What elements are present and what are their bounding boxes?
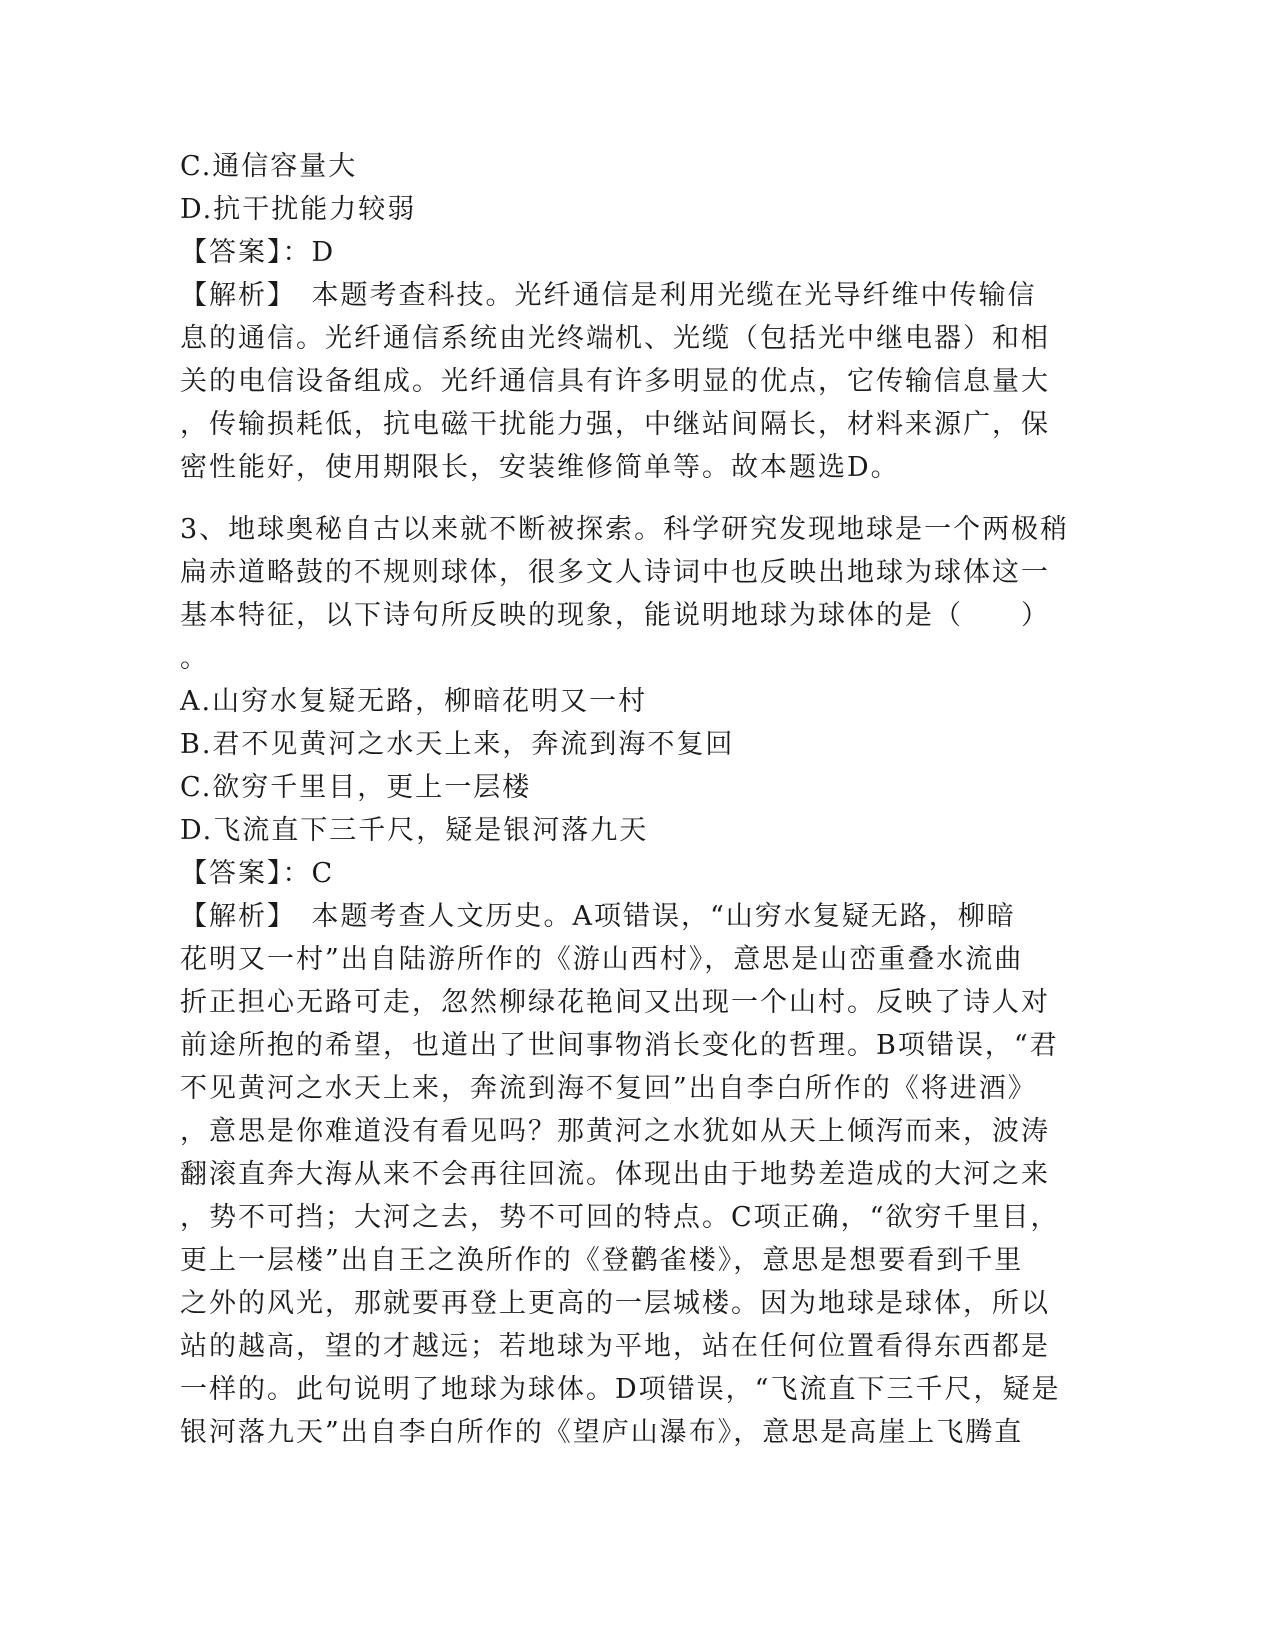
answer: 【答案】：D: [180, 237, 336, 268]
analysis-line: 银河落九天”出自李白所作的《望庐山瀑布》，意思是高崖上飞腾直: [180, 1417, 1024, 1448]
paragraph-gap: [180, 489, 1060, 508]
analysis-line: 翻滚直奔大海从来不会再往回流。体现出由于地势差造成的大河之来: [180, 1159, 1050, 1190]
option-b: B.君不见黄河之水天上来，奔流到海不复回: [180, 729, 735, 760]
question-stem-line: 基本特征，以下诗句所反映的现象，能说明地球为球体的是（ ）: [180, 600, 1050, 631]
analysis-line: 息的通信。光纤通信系统由光终端机、光缆（包括光中继电器）和相: [180, 323, 1050, 354]
analysis-line: ，势不可挡；大河之去，势不可回的特点。C项正确，“欲穷千里目，: [180, 1202, 1060, 1233]
question-stem-line: 扁赤道略鼓的不规则球体，很多文人诗词中也反映出地球为球体这一: [180, 557, 1050, 588]
question-stem-line: 。: [180, 643, 209, 674]
analysis-line: ，意思是你难道没有看见吗？那黄河之水犹如从天上倾泻而来，波涛: [180, 1116, 1050, 1147]
analysis-line: 站的越高，望的才越远；若地球为平地，站在任何位置看得东西都是: [180, 1331, 1050, 1362]
analysis-line: 花明又一村”出自陆游所作的《游山西村》，意思是山峦重叠水流曲: [180, 944, 1024, 975]
analysis-line: ，传输损耗低，抗电磁干扰能力强，中继站间隔长，材料来源广，保: [180, 409, 1050, 440]
option-a: A.山穷水复疑无路，柳暗花明又一村: [180, 686, 648, 717]
option-c: C.通信容量大: [180, 151, 358, 182]
document-page: [180, 145, 1070, 1454]
analysis-line: 【解析】 本题考查科技。光纤通信是利用光缆在光导纤维中传输信: [180, 280, 1037, 311]
option-d: D.飞流直下三千尺，疑是银河落九天: [180, 815, 649, 846]
answer: 【答案】：C: [180, 858, 335, 889]
question-stem-line: 3、地球奥秘自古以来就不断被探索。科学研究发现地球是一个两极稍: [180, 514, 1070, 545]
question-2-tail: [180, 145, 1060, 489]
analysis-line: 密性能好，使用期限长，安装维修简单等。故本题选D。: [180, 452, 900, 483]
analysis-line: 折正担心无路可走，忽然柳绿花艳间又出现一个山村。反映了诗人对: [180, 987, 1050, 1018]
analysis-line: 不见黄河之水天上来，奔流到海不复回”出自李白所作的《将进酒》: [180, 1073, 1037, 1104]
analysis-line: 更上一层楼”出自王之涣所作的《登鹳雀楼》，意思是想要看到千里: [180, 1245, 1024, 1276]
question-3: [180, 508, 1070, 1454]
analysis-line: 一样的。此句说明了地球为球体。D项错误，“飞流直下三千尺，疑是: [180, 1374, 1061, 1405]
analysis-line: 【解析】 本题考查人文历史。A项错误，“山穷水复疑无路，柳暗: [180, 901, 1016, 932]
option-d: D.抗干扰能力较弱: [180, 194, 417, 225]
option-c: C.欲穷千里目，更上一层楼: [180, 772, 532, 803]
analysis-line: 之外的风光，那就要再登上更高的一层城楼。因为地球是球体，所以: [180, 1288, 1050, 1319]
analysis-line: 关的电信设备组成。光纤通信具有许多明显的优点，它传输信息量大: [180, 366, 1050, 397]
analysis-line: 前途所抱的希望，也道出了世间事物消长变化的哲理。B项错误，“君: [180, 1030, 1059, 1061]
